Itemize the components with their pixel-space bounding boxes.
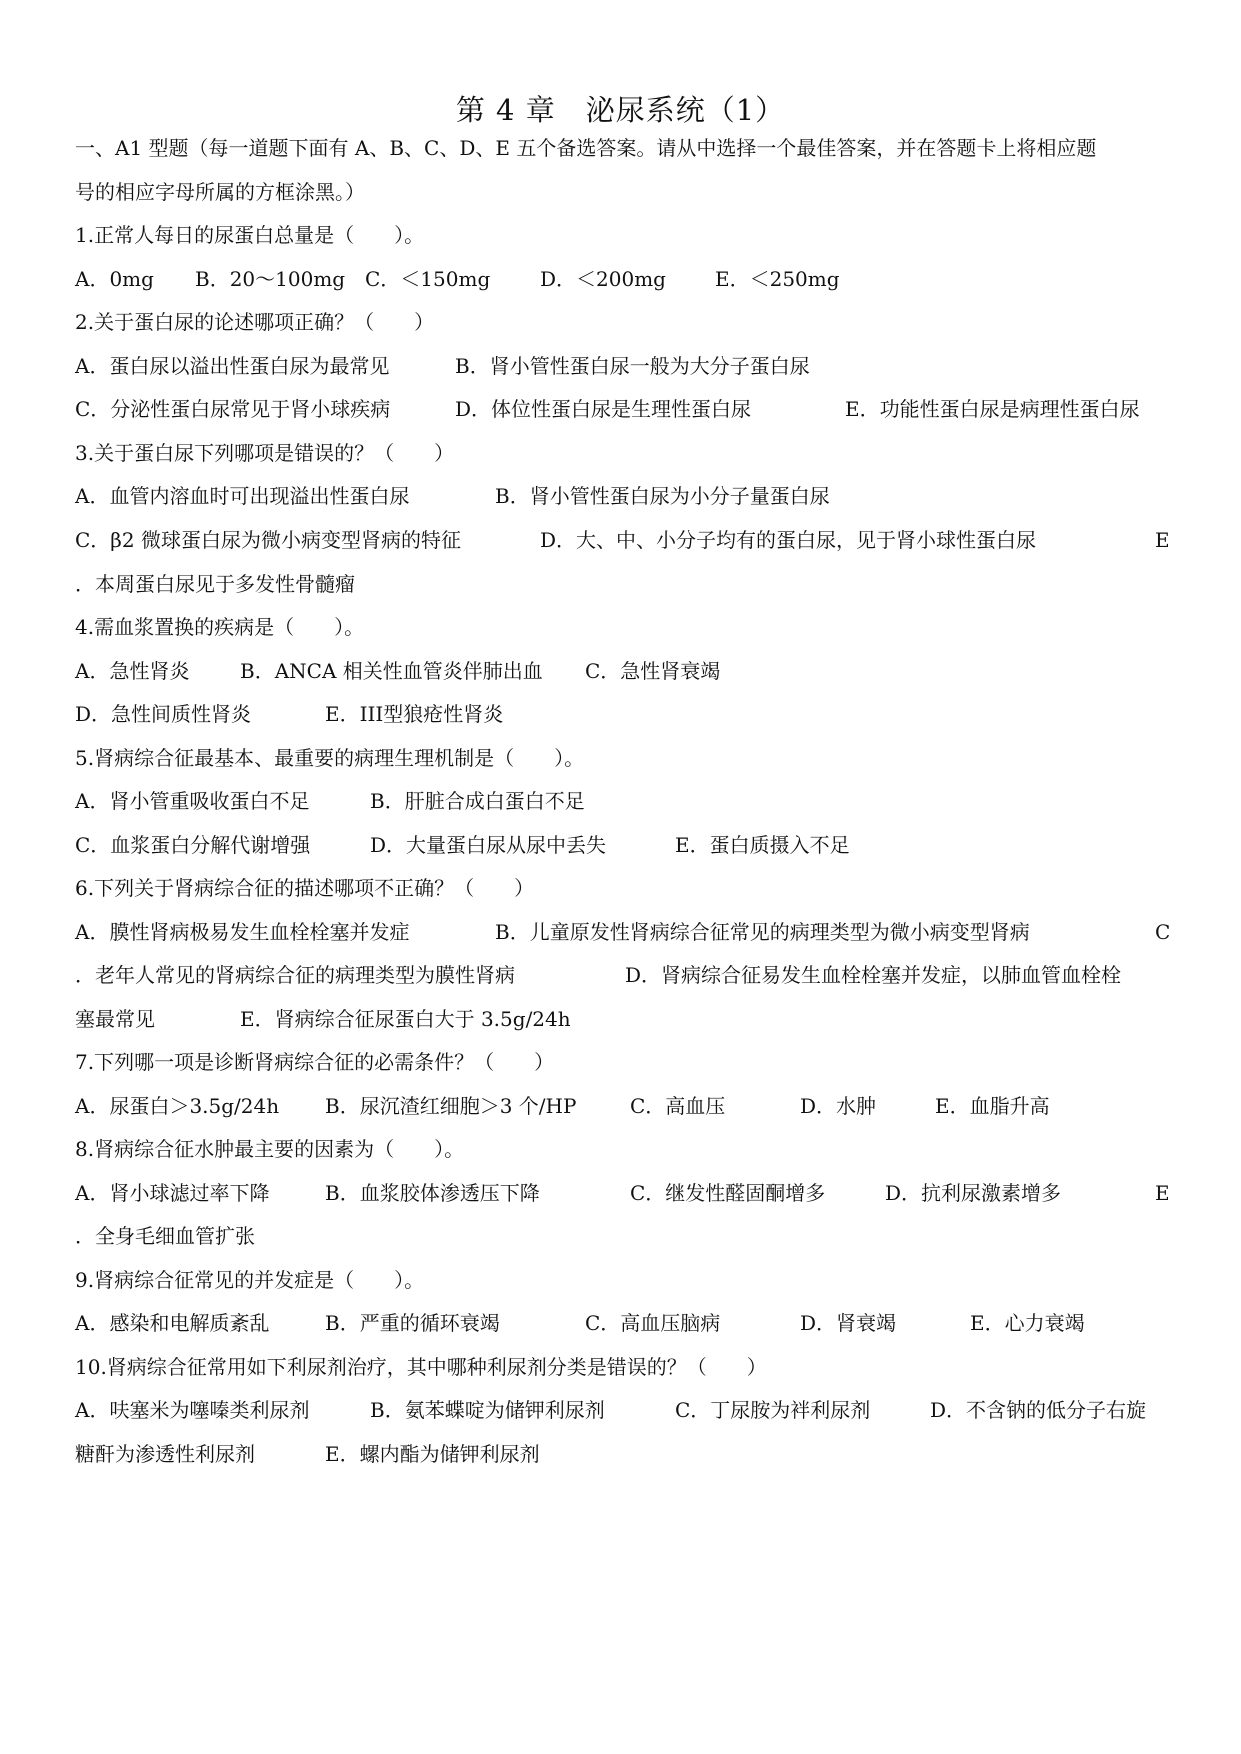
question-7-options xyxy=(75,1092,1175,1120)
option-b: B．肾小管性蛋白尿一般为大分子蛋白尿 xyxy=(455,354,810,378)
option-c-text: ．老年人常见的肾病综合征的病理类型为膜性肾病 xyxy=(75,963,515,987)
question-8-stem: 8.肾病综合征水肿最主要的因素为（ ）。 xyxy=(75,1137,465,1161)
question-4-options-row-1 xyxy=(75,657,1175,685)
option-c: C．β2 微球蛋白尿为微小病变型肾病的特征 xyxy=(75,528,461,552)
question-1-stem: 1.正常人每日的尿蛋白总量是（ ）。 xyxy=(75,223,425,247)
instructions-line-1: 一、A1 型题（每一道题下面有 A、B、C、D、E 五个备选答案。请从中选择一个最佳答案，并在答题卡上将相应题 xyxy=(75,136,1097,160)
question-8-options-row-2: ．全身毛细血管扩张 xyxy=(75,1224,255,1248)
question-9-stem: 9.肾病综合征常见的并发症是（ ）。 xyxy=(75,1268,425,1292)
option-b: B．20～100mg xyxy=(195,267,346,291)
chapter-title: 第 4 章 泌尿系统（1） xyxy=(455,93,786,127)
option-e: E．III型狼疮性肾炎 xyxy=(325,702,504,726)
option-a: A．0mg xyxy=(75,267,154,291)
option-c: C．高血压脑病 xyxy=(585,1311,721,1335)
option-c: C．急性肾衰竭 xyxy=(585,659,721,683)
question-6-options-row-2 xyxy=(75,961,1175,989)
option-c-letter: C xyxy=(1155,920,1171,944)
option-a: A．肾小管重吸收蛋白不足 xyxy=(75,789,310,813)
question-1-options xyxy=(75,265,1175,293)
option-c: C．继发性醛固酮增多 xyxy=(630,1181,826,1205)
question-3-options-row-3: ．本周蛋白尿见于多发性骨髓瘤 xyxy=(75,572,355,596)
option-a: A．感染和电解质紊乱 xyxy=(75,1311,270,1335)
instructions-line-2: 号的相应字母所属的方框涂黑。） xyxy=(75,180,365,204)
question-7-stem: 7.下列哪一项是诊断肾病综合征的必需条件？（ ） xyxy=(75,1050,555,1074)
question-10-options-row-1 xyxy=(75,1396,1175,1424)
option-b: B．ANCA 相关性血管炎伴肺出血 xyxy=(240,659,543,683)
option-e: E．蛋白质摄入不足 xyxy=(675,833,850,857)
question-2-stem: 2.关于蛋白尿的论述哪项正确？（ ） xyxy=(75,310,435,334)
question-3-options-row-1 xyxy=(75,482,1175,510)
option-c: C．＜150mg xyxy=(365,267,491,291)
option-d: D．肾衰竭 xyxy=(800,1311,897,1335)
option-c: C．血浆蛋白分解代谢增强 xyxy=(75,833,311,857)
question-9-options xyxy=(75,1309,1175,1337)
option-d: D．水肿 xyxy=(800,1094,877,1118)
option-d: D．肾病综合征易发生血栓栓塞并发症，以肺血管血栓栓 xyxy=(625,963,1122,987)
question-6-options-row-3 xyxy=(75,1005,1175,1033)
question-5-stem: 5.肾病综合征最基本、最重要的病理生理机制是（ ）。 xyxy=(75,746,585,770)
option-d: D．大量蛋白尿从尿中丢失 xyxy=(370,833,607,857)
option-e: E．＜250mg xyxy=(715,267,840,291)
question-6-stem: 6.下列关于肾病综合征的描述哪项不正确？（ ） xyxy=(75,876,535,900)
option-a: A．急性肾炎 xyxy=(75,659,190,683)
option-d: D．＜200mg xyxy=(540,267,666,291)
option-e: E．肾病综合征尿蛋白大于 3.5g/24h xyxy=(240,1007,571,1031)
option-c: C．分泌性蛋白尿常见于肾小球疾病 xyxy=(75,397,391,421)
question-3-stem: 3.关于蛋白尿下列哪项是错误的？（ ） xyxy=(75,441,455,465)
question-3-options-row-2 xyxy=(75,526,1175,554)
option-b: B．儿童原发性肾病综合征常见的病理类型为微小病变型肾病 xyxy=(495,920,1030,944)
option-e-letter: E xyxy=(1155,1181,1170,1205)
option-b: B．尿沉渣红细胞＞3 个/HP xyxy=(325,1094,577,1118)
option-a: A．血管内溶血时可出现溢出性蛋白尿 xyxy=(75,484,410,508)
question-4-stem: 4.需血浆置换的疾病是（ ）。 xyxy=(75,615,365,639)
option-d: D．大、中、小分子均有的蛋白尿，见于肾小球性蛋白尿 xyxy=(540,528,1037,552)
question-2-options-row-1 xyxy=(75,352,1175,380)
question-5-options-row-1 xyxy=(75,787,1175,815)
option-b: B．肝脏合成白蛋白不足 xyxy=(370,789,585,813)
option-c: C．丁尿胺为袢利尿剂 xyxy=(675,1398,871,1422)
option-c: C．高血压 xyxy=(630,1094,726,1118)
option-e: E．心力衰竭 xyxy=(970,1311,1085,1335)
option-d-continued: 糖酐为渗透性利尿剂 xyxy=(75,1442,255,1466)
question-6-options-row-1 xyxy=(75,918,1175,946)
option-e: E．血脂升高 xyxy=(935,1094,1050,1118)
question-8-options-row-1 xyxy=(75,1179,1175,1207)
option-d: D．体位性蛋白尿是生理性蛋白尿 xyxy=(455,397,752,421)
option-e: E．功能性蛋白尿是病理性蛋白尿 xyxy=(845,397,1140,421)
option-d: D．抗利尿激素增多 xyxy=(885,1181,1062,1205)
question-10-options-row-2 xyxy=(75,1440,1175,1468)
option-e-letter: E xyxy=(1155,528,1170,552)
question-4-options-row-2 xyxy=(75,700,1175,728)
option-b: B．血浆胶体渗透压下降 xyxy=(325,1181,540,1205)
option-e: E．螺内酯为储钾利尿剂 xyxy=(325,1442,540,1466)
option-d-continued: 塞最常见 xyxy=(75,1007,155,1031)
option-b: B．严重的循环衰竭 xyxy=(325,1311,500,1335)
option-b: B．氨苯蝶啶为储钾利尿剂 xyxy=(370,1398,605,1422)
option-d: D．不含钠的低分子右旋 xyxy=(930,1398,1147,1422)
option-a: A．膜性肾病极易发生血栓栓塞并发症 xyxy=(75,920,410,944)
question-2-options-row-2 xyxy=(75,395,1175,423)
option-a: A．肾小球滤过率下降 xyxy=(75,1181,270,1205)
option-a: A．蛋白尿以溢出性蛋白尿为最常见 xyxy=(75,354,390,378)
option-a: A．尿蛋白＞3.5g/24h xyxy=(75,1094,280,1118)
question-5-options-row-2 xyxy=(75,831,1175,859)
option-a: A．呋塞米为噻嗪类利尿剂 xyxy=(75,1398,310,1422)
option-b: B．肾小管性蛋白尿为小分子量蛋白尿 xyxy=(495,484,830,508)
option-d: D．急性间质性肾炎 xyxy=(75,702,252,726)
question-10-stem: 10.肾病综合征常用如下利尿剂治疗，其中哪种利尿剂分类是错误的？（ ） xyxy=(75,1355,767,1379)
